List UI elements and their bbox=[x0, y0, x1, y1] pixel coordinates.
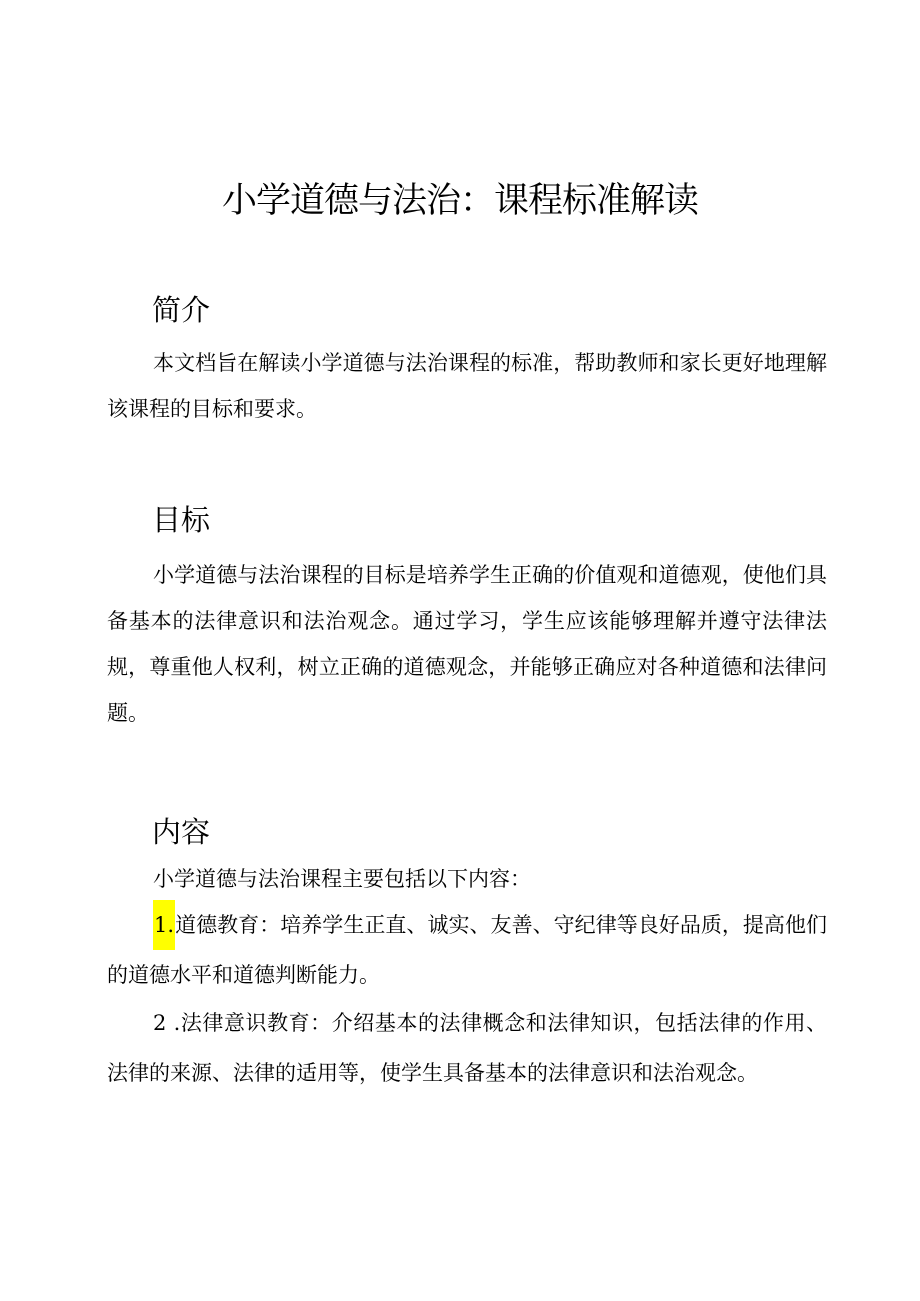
section-heading-intro: 简介 bbox=[152, 293, 211, 327]
section-heading-goals: 目标 bbox=[152, 503, 211, 537]
section-paragraph-intro: 本文档旨在解读小学道德与法治课程的标准，帮助教师和家长更好地理解该课程的目标和要求。 bbox=[107, 351, 827, 421]
list-item bbox=[107, 900, 827, 1000]
list-item-text: 法律意识教育：介绍基本的法律概念和法律知识，包括法律的作用、法律的来源、法律的适用等，使学生具备基本的法律意识和法治观念。 bbox=[107, 1011, 828, 1085]
list-item-number: 2 . bbox=[153, 1011, 181, 1035]
section-paragraph-goals: 小学道德与法治课程的目标是培养学生正确的价值观和道德观，使他们具备基本的法律意识和法治观念。通过学习，学生应该能够理解并遵守法律法规，尊重他人权利，树立正确的道德观念，并能够正确应对各种道德和法律问题。 bbox=[107, 563, 827, 725]
section-intro-content: 小学道德与法治课程主要包括以下内容： bbox=[153, 867, 531, 891]
section-heading-content: 内容 bbox=[152, 815, 211, 849]
document-title: 小学道德与法治：课程标准解读 bbox=[221, 181, 698, 221]
list-item-text: 道德教育：培养学生正直、诚实、友善、守纪律等良好品质，提高他们的道德水平和道德判断能力。 bbox=[107, 913, 827, 987]
list-item-number-highlight: 1. bbox=[153, 900, 175, 950]
list-item bbox=[107, 998, 827, 1098]
